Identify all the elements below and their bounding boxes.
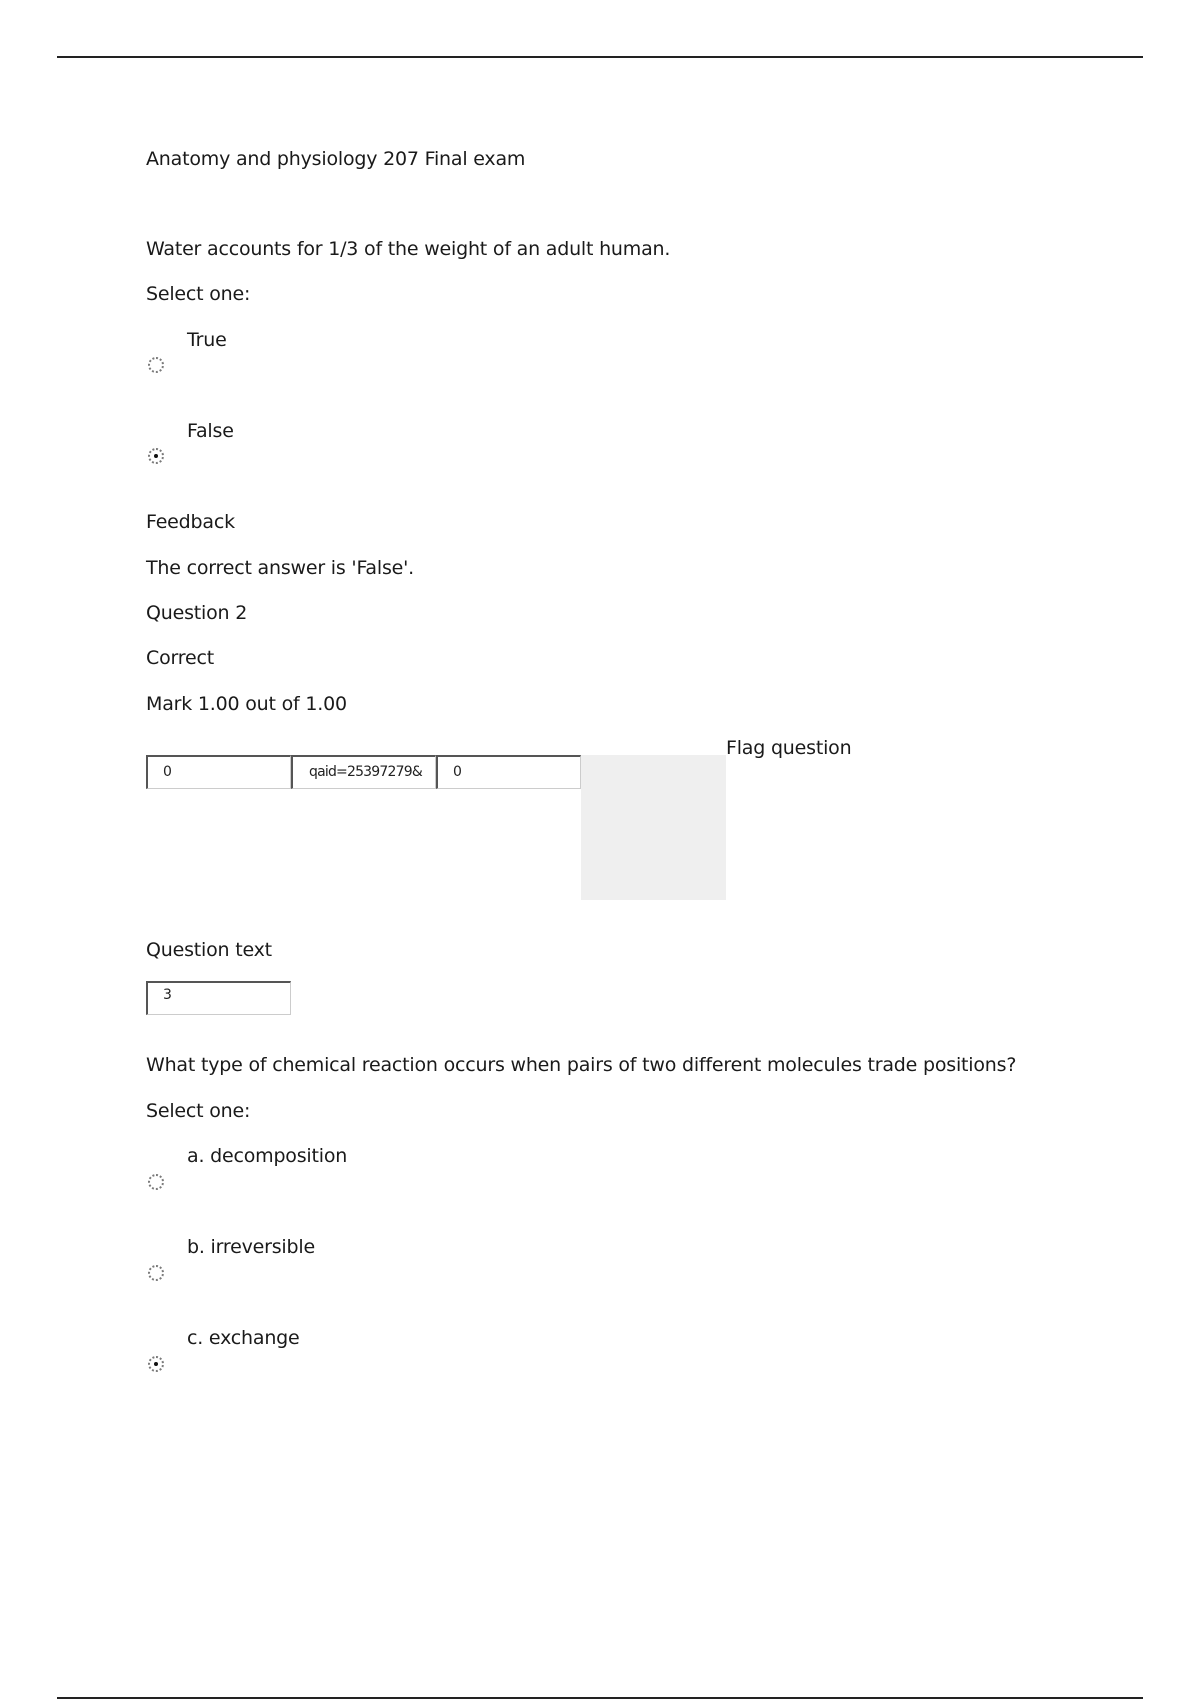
question-1-option-false-label: False bbox=[187, 420, 234, 442]
question-2-option-b-label: b. irreversible bbox=[187, 1236, 315, 1258]
question-2-status: Correct bbox=[146, 647, 214, 669]
question-2-select-prompt: Select one: bbox=[146, 1100, 251, 1122]
question-2-option-c-label: c. exchange bbox=[187, 1327, 300, 1349]
hidden-field-flagged[interactable]: 0 bbox=[436, 755, 581, 789]
top-rule bbox=[57, 56, 1143, 58]
bottom-rule bbox=[57, 1697, 1143, 1699]
question-number-field[interactable]: 3 bbox=[146, 981, 291, 1015]
question-2-text: What type of chemical reaction occurs when pairs of two different molecules trade positions? bbox=[146, 1054, 1017, 1076]
flag-icon[interactable] bbox=[581, 755, 726, 900]
feedback-heading: Feedback bbox=[146, 511, 235, 533]
question-1-option-true-label: True bbox=[187, 329, 227, 351]
hidden-field-sequence[interactable]: 0 bbox=[146, 755, 291, 789]
flag-question-link[interactable]: Flag question bbox=[726, 737, 852, 759]
question-2-option-a-radio[interactable] bbox=[148, 1174, 164, 1190]
feedback-text: The correct answer is 'False'. bbox=[146, 557, 415, 579]
question-1-text: Water accounts for 1/3 of the weight of an adult human. bbox=[146, 238, 671, 260]
question-2-option-a-label: a. decomposition bbox=[187, 1145, 348, 1167]
question-2-option-c-radio[interactable] bbox=[148, 1356, 164, 1372]
page-title: Anatomy and physiology 207 Final exam bbox=[146, 148, 526, 170]
question-2-number: Question 2 bbox=[146, 602, 248, 624]
question-text-heading: Question text bbox=[146, 939, 272, 961]
question-1-select-prompt: Select one: bbox=[146, 283, 251, 305]
question-2-option-b-radio[interactable] bbox=[148, 1265, 164, 1281]
question-2-mark: Mark 1.00 out of 1.00 bbox=[146, 693, 347, 715]
hidden-field-qaid[interactable]: qaid=25397279& bbox=[291, 755, 436, 789]
question-1-option-true-radio[interactable] bbox=[148, 357, 164, 373]
question-1-option-false-radio[interactable] bbox=[148, 448, 164, 464]
